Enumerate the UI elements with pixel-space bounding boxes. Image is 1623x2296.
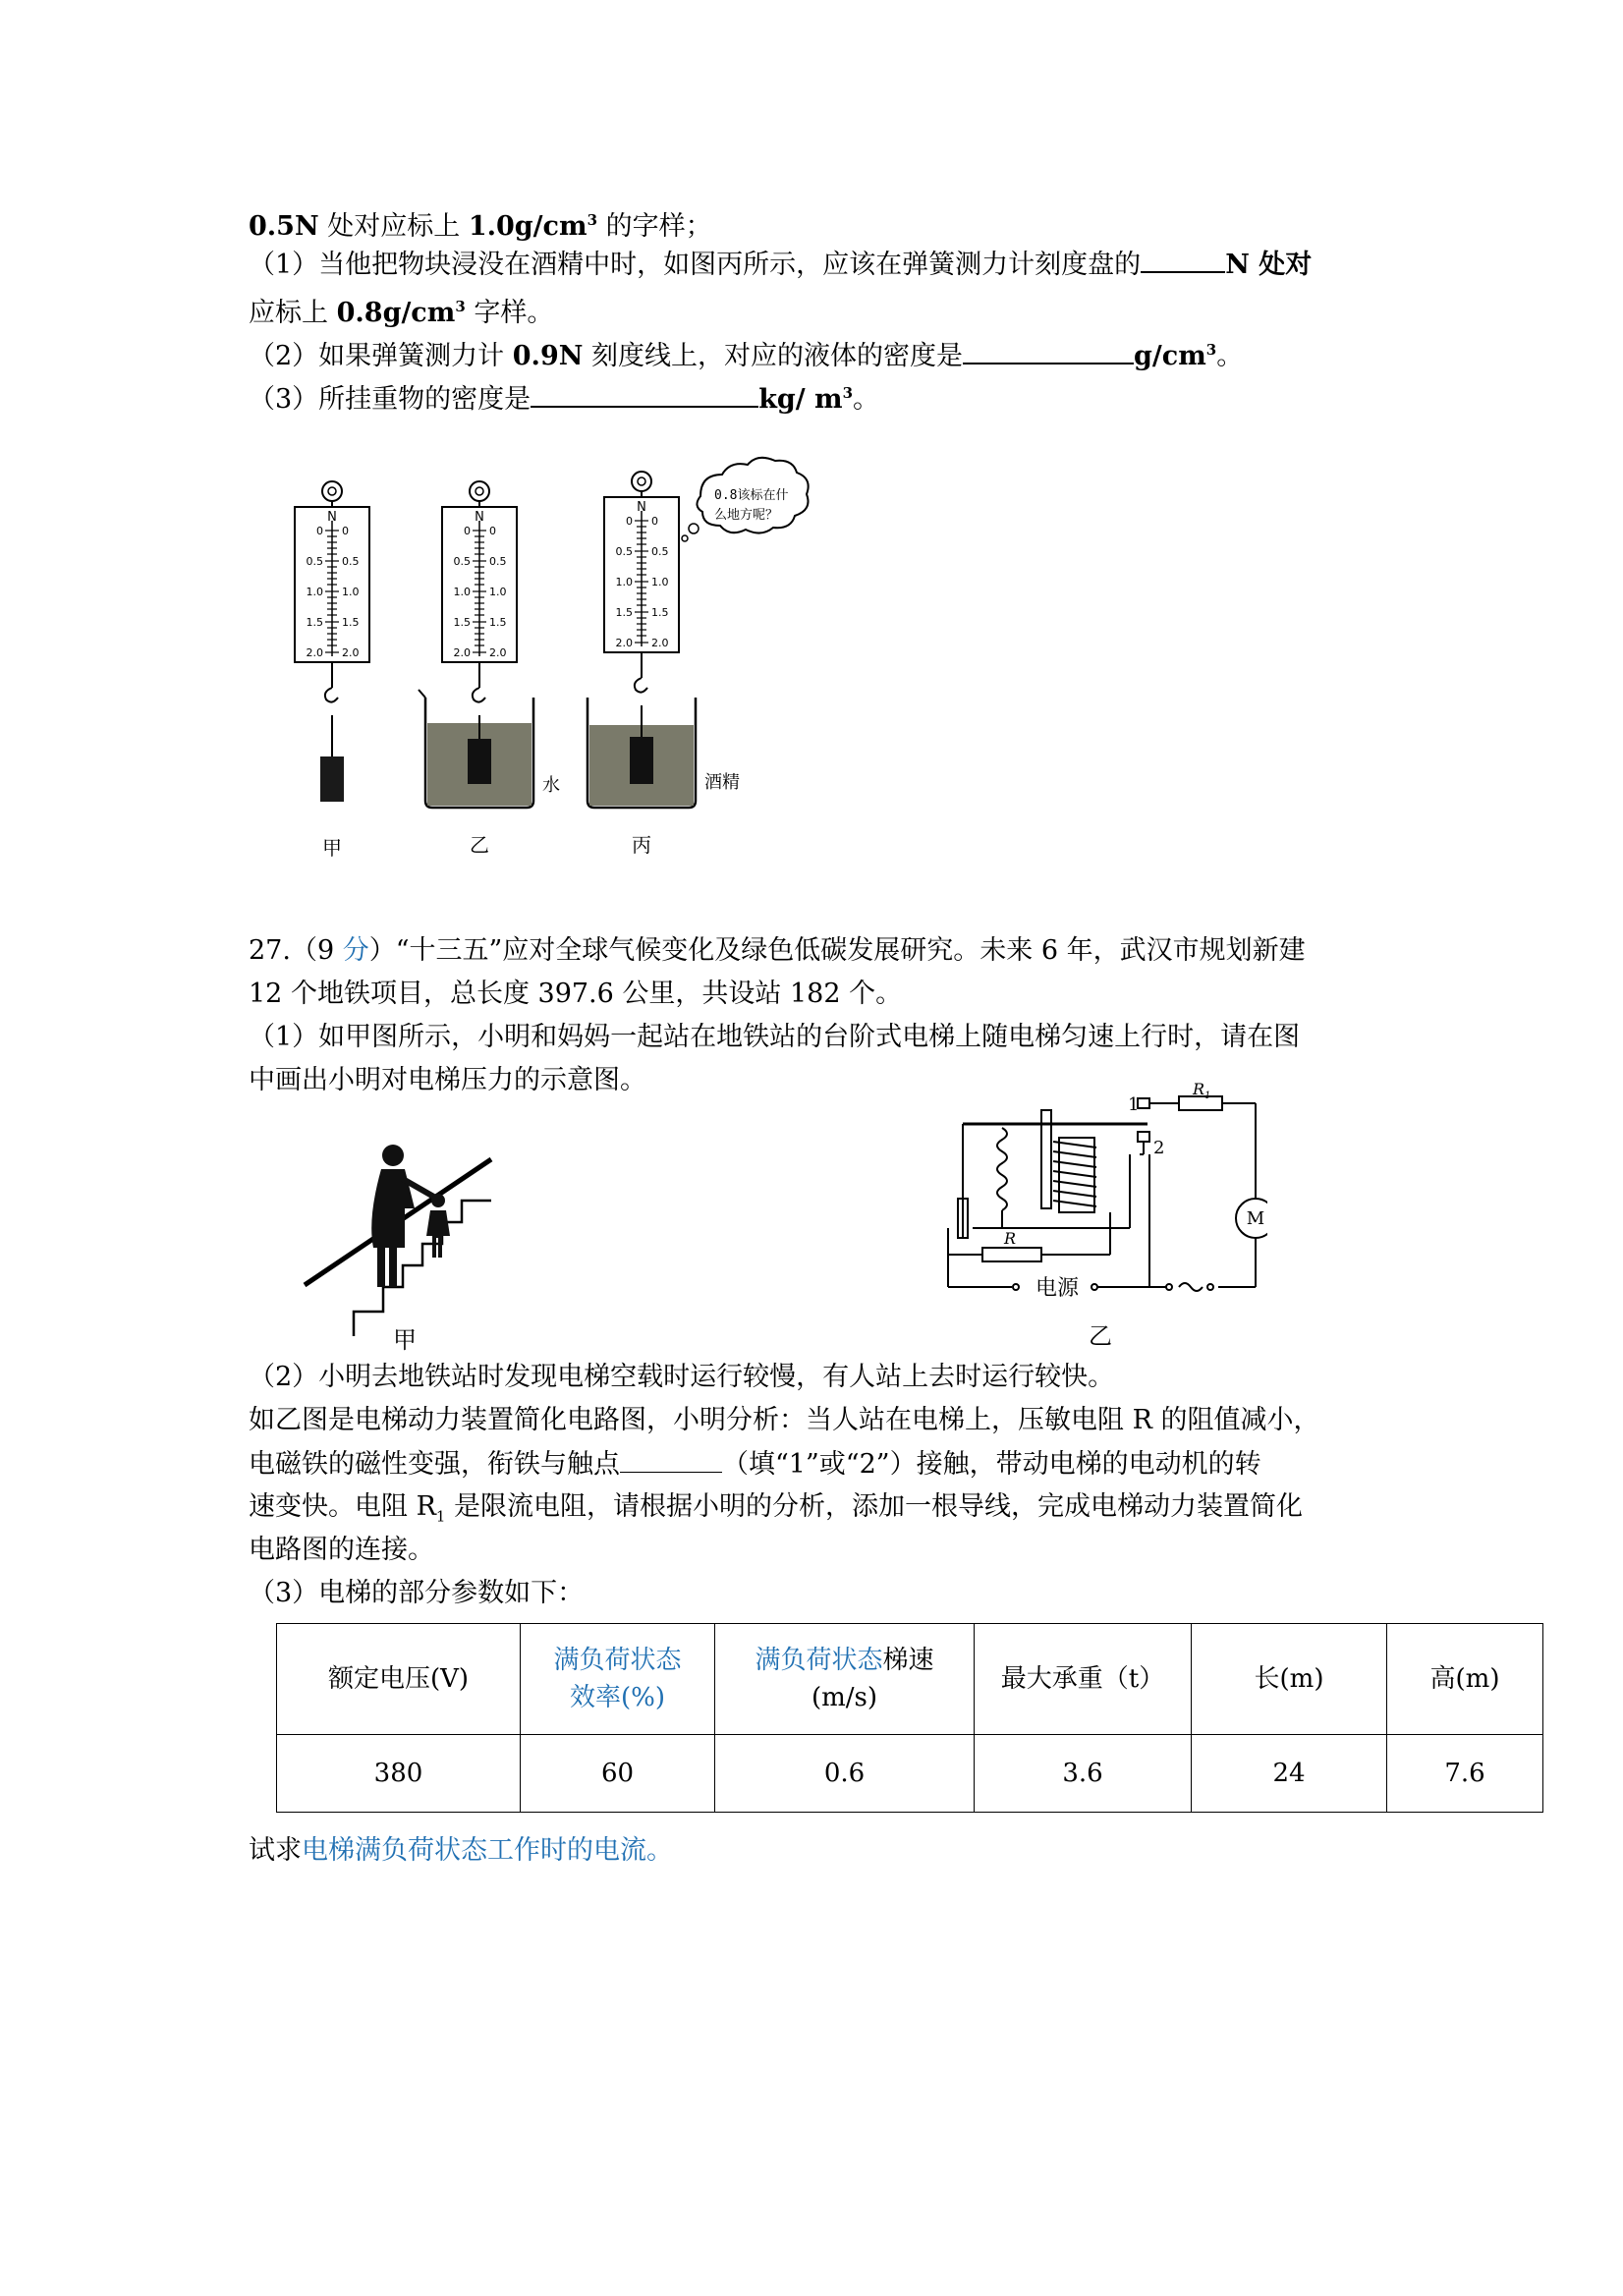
contact-2-label: 2 xyxy=(1153,1138,1165,1158)
tick-label: 0 xyxy=(626,515,633,528)
tick-label: 1.0 xyxy=(651,576,669,588)
caption-yi: 乙 xyxy=(1089,1322,1112,1350)
table-row xyxy=(277,1735,1543,1813)
answer-blank-1[interactable] xyxy=(1141,246,1225,273)
elevator-params-table xyxy=(276,1623,1543,1813)
tick-label: 2.0 xyxy=(489,646,507,659)
tick-label: 0.5 xyxy=(615,545,633,558)
q26-line4: （3）所挂重物的密度是 kg/ $m^3$。 xyxy=(249,375,879,418)
contact-1-label: 1 xyxy=(1128,1094,1140,1115)
bubble-text-line: 0.8该标在什 xyxy=(714,488,789,503)
child-figure xyxy=(426,1210,450,1258)
spring-scale-b xyxy=(419,481,560,857)
tick-label: 0 xyxy=(651,515,658,528)
header-cell: 长(m) xyxy=(1192,1624,1387,1735)
q27-part2-line4: 速变快。电阻 $R_1$ 是限流电阻，请根据小明的分析，添加一根导线，完成电梯动力装置简化 xyxy=(249,1491,1304,1526)
tick-label: 2.0 xyxy=(651,637,669,649)
answer-blank-3[interactable] xyxy=(531,380,758,408)
caption-jia: 甲 xyxy=(393,1326,417,1354)
header-cell: 额定电压(V) xyxy=(277,1624,521,1735)
tick-label: 1.0 xyxy=(615,576,633,588)
tick-label: 1.5 xyxy=(651,606,669,619)
tick-label: 1.5 xyxy=(489,616,507,629)
answer-blank-2[interactable] xyxy=(963,337,1134,364)
q26-line1: （1）当他把物块浸没在酒精中时，如图丙所示，应该在弹簧测力计刻度盘的 N 处对 xyxy=(249,246,1312,283)
tick-label: 0.5 xyxy=(342,555,360,568)
tick-label: 1.0 xyxy=(306,586,323,598)
tick-label: 0 xyxy=(342,525,349,537)
spring-scale-a xyxy=(295,481,369,860)
tick-label: 0 xyxy=(489,525,496,537)
tick-label: 1.5 xyxy=(615,606,633,619)
r1-label: $R_1$ xyxy=(1193,1081,1211,1101)
tick-label: 0.5 xyxy=(651,545,669,558)
table-cell: 380 xyxy=(277,1735,521,1813)
table-cell: 7.6 xyxy=(1387,1735,1543,1813)
tick-label: 1.0 xyxy=(342,586,360,598)
q27-part2-line5: 电路图的连接。 xyxy=(249,1535,434,1565)
q26-line0: 0.5N 处对应标上 $1.0g/cm^3$ 的字样； xyxy=(249,211,712,242)
q27-part2-line2: 如乙图是电梯动力装置简化电路图，小明分析：当人站在电梯上，压敏电阻 R 的阻值减小， xyxy=(249,1405,1320,1435)
caption-yi: 乙 xyxy=(470,833,489,857)
tick-label: 0.5 xyxy=(306,555,323,568)
tick-label: 1.0 xyxy=(453,586,471,598)
tick-label: 2.0 xyxy=(615,637,633,649)
tick-label: 1.5 xyxy=(453,616,471,629)
q27-intro-line1: 27.（9 分）“十三五”应对全球气候变化及绿色低碳发展研究。未来 6 年，武汉市规划新建 xyxy=(249,935,1306,966)
tick-label: 0 xyxy=(316,525,323,537)
weight-block xyxy=(468,739,491,784)
label-water: 水 xyxy=(542,775,560,796)
weight-block xyxy=(630,737,653,784)
header-cell: 满负荷状态 效率(%) xyxy=(521,1624,715,1735)
q26-line3: （2）如果弹簧测力计 0.9N 刻度线上，对应的液体的密度是 $g/cm^3$。 xyxy=(249,332,1243,374)
tick-label: 1.5 xyxy=(306,616,323,629)
q27-part1-line1: （1）如甲图所示，小明和妈妈一起站在地铁站的台阶式电梯上随电梯匀速上行时，请在图 xyxy=(249,1022,1301,1052)
tick-label: 2.0 xyxy=(306,646,323,659)
resistor-r1 xyxy=(1179,1096,1222,1110)
spring-scale-figure xyxy=(265,447,855,860)
q27-part2-line1: （2）小明去地铁站时发现电梯空载时运行较慢，有人站上去时运行较快。 xyxy=(249,1362,1115,1392)
scale-unit-label: N xyxy=(637,500,646,515)
power-source-label: 电源 xyxy=(1035,1276,1080,1301)
weight-block xyxy=(320,756,344,802)
table-cell: 60 xyxy=(521,1735,715,1813)
r-label: R xyxy=(1004,1229,1017,1248)
tick-label: 0.5 xyxy=(453,555,471,568)
q27-part2-line3: 电磁铁的磁性变强，衔铁与触点 （填“1”或“2”）接触，带动电梯的电动机的转 xyxy=(249,1446,1261,1483)
label-alcohol: 酒精 xyxy=(704,772,740,793)
tick-label: 1.5 xyxy=(342,616,360,629)
table-cell: 3.6 xyxy=(975,1735,1192,1813)
q27-intro-line2: 12 个地铁项目，总长度 397.6 公里，共设站 182 个。 xyxy=(249,979,903,1009)
table-cell: 24 xyxy=(1192,1735,1387,1813)
tick-label: 0.5 xyxy=(489,555,507,568)
header-cell: 满负荷状态梯速 (m/s) xyxy=(715,1624,975,1735)
tick-label: 1.0 xyxy=(489,586,507,598)
header-cell: 最大承重（t） xyxy=(975,1624,1192,1735)
q27-part3-line: （3）电梯的部分参数如下： xyxy=(249,1578,585,1608)
escalator-figure xyxy=(295,1140,521,1356)
table-header-row xyxy=(277,1624,1543,1735)
caption-bing: 丙 xyxy=(632,833,651,857)
motor-label: M xyxy=(1246,1208,1265,1229)
spring-scale-c xyxy=(588,458,809,857)
bubble-text-line: 么地方呢？ xyxy=(714,508,779,523)
scale-unit-label: N xyxy=(475,510,484,525)
circuit-figure xyxy=(943,1081,1267,1356)
resistor-r xyxy=(982,1248,1041,1261)
answer-blank-contact[interactable] xyxy=(620,1446,722,1473)
header-cell: 高(m) xyxy=(1387,1624,1543,1735)
tick-label: 2.0 xyxy=(342,646,360,659)
table-cell: 0.6 xyxy=(715,1735,975,1813)
scale-unit-label: N xyxy=(327,510,337,525)
tick-label: 0 xyxy=(464,525,471,537)
q27-question-line: 试求电梯满负荷状态工作时的电流。 xyxy=(249,1835,673,1866)
q27-part1-line2: 中画出小明对电梯压力的示意图。 xyxy=(249,1065,646,1095)
tick-label: 2.0 xyxy=(453,646,471,659)
q26-line2: 应标上 $0.8g/cm^3$ 字样。 xyxy=(249,298,554,328)
mother-figure xyxy=(371,1169,415,1287)
caption-jia: 甲 xyxy=(322,836,342,860)
